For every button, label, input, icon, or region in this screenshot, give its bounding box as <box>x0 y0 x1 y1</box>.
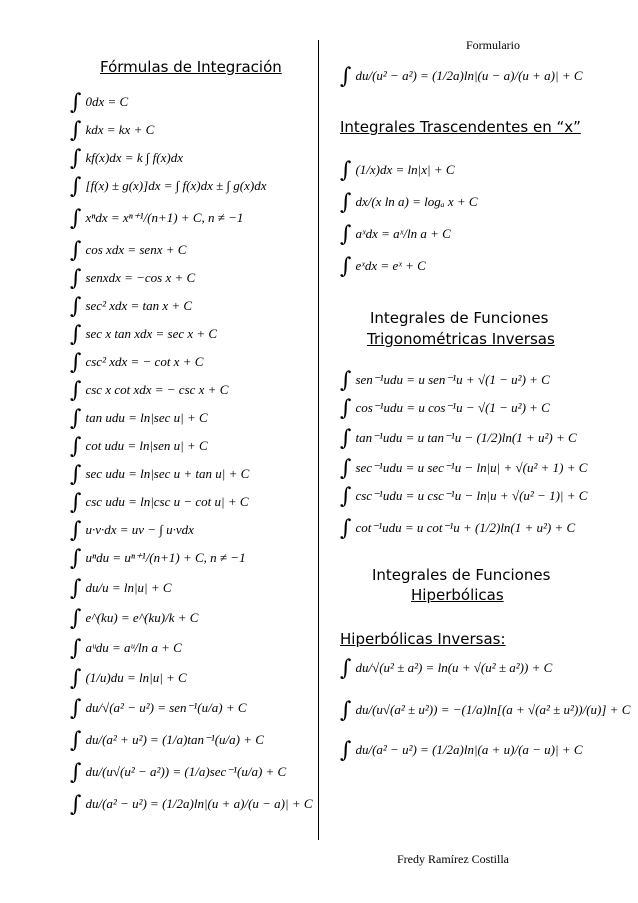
formula-8: ∫ sec² xdx = tan x + C <box>70 294 193 319</box>
formula-13: ∫ cot udu = ln|sen u| + C <box>70 434 208 459</box>
integral-sign: ∫ <box>70 146 82 171</box>
hyperbolic-formula-1: ∫ du/√(u² ± a²) = ln(u + √(u² ± a²)) + C <box>340 656 553 681</box>
integral-sign: ∫ <box>340 656 352 681</box>
transcendental-formulas <box>340 160 630 290</box>
integral-sign: ∫ <box>70 174 82 199</box>
integral-sign: ∫ <box>340 368 352 393</box>
integral-sign: ∫ <box>70 696 82 721</box>
formula-15: ∫ csc udu = ln|csc u − cot u| + C <box>70 490 249 515</box>
section-hyperbolic-title-2: Hiperbólicas <box>411 586 504 604</box>
inverse-trig-formula-5: ∫ csc⁻¹udu = u csc⁻¹u − ln|u + √(u² − 1)| + C <box>340 484 588 509</box>
integral-sign: ∫ <box>340 222 352 247</box>
integral-sign: ∫ <box>70 666 82 691</box>
hyperbolic-formulas <box>340 658 635 798</box>
formula-7: ∫ senxdx = −cos x + C <box>70 266 196 291</box>
integral-sign: ∫ <box>340 456 352 481</box>
integral-sign: ∫ <box>70 434 82 459</box>
formula-21: ∫ (1/u)du = ln|u| + C <box>70 666 187 691</box>
inverse-trig-formula-1: ∫ sen⁻¹udu = u sen⁻¹u + √(1 − u²) + C <box>340 368 550 393</box>
integral-sign: ∫ <box>340 426 352 451</box>
integral-sign: ∫ <box>70 206 82 231</box>
formula-14: ∫ sec udu = ln|sec u + tan u| + C <box>70 462 250 487</box>
transcendental-formula-3: ∫ aˣdx = aˣ/ln a + C <box>340 222 451 247</box>
formula-5: ∫ xⁿdx = xⁿ⁺¹/(n+1) + C, n ≠ −1 <box>70 206 244 231</box>
formula-12: ∫ tan udu = ln|sec u| + C <box>70 406 208 431</box>
inverse-trig-formula-2: ∫ cos⁻¹udu = u cos⁻¹u − √(1 − u²) + C <box>340 396 550 421</box>
hyperbolic-formula-2: ∫ du/(u√(a² ± u²)) = −(1/a)ln[(a + √(a² ± u²))/(u)] + C <box>340 698 631 723</box>
formula-6: ∫ cos xdx = senx + C <box>70 238 187 263</box>
integral-sign: ∫ <box>70 378 82 403</box>
formula-11: ∫ csc x cot xdx = − csc x + C <box>70 378 229 403</box>
author-credit: Fredy Ramírez Costilla <box>397 852 509 866</box>
integral-sign: ∫ <box>70 546 82 571</box>
transcendental-formula-1: ∫ (1/x)dx = ln|x| + C <box>340 158 455 183</box>
transcendental-formula-2: ∫ dx/(x ln a) = logₐ x + C <box>340 190 478 215</box>
document-label: Formulario <box>466 38 520 52</box>
formula-2: ∫ kdx = kx + C <box>70 118 155 143</box>
integral-sign: ∫ <box>70 792 82 817</box>
transcendental-formula-4: ∫ eˣdx = eˣ + C <box>340 254 426 279</box>
formula-19: ∫ e^(ku) = e^(ku)/k + C <box>70 606 199 631</box>
formula-25: ∫ du/(a² − u²) = (1/2a)ln|(u + a)/(u − a)| + C <box>70 792 313 817</box>
inverse-trig-formulas <box>340 370 635 540</box>
integral-sign: ∫ <box>70 266 82 291</box>
section-hyperbolic-title-1: Integrales de Funciones <box>372 566 551 584</box>
integral-sign: ∫ <box>340 484 352 509</box>
formula-4: ∫ [f(x) ± g(x)]dx = ∫ f(x)dx ± ∫ g(x)dx <box>70 174 267 199</box>
integral-sign: ∫ <box>340 396 352 421</box>
formula-20: ∫ aᵘdu = aᵘ/ln a + C <box>70 636 182 661</box>
section-inverse-trig-title-2: Trigonométricas Inversas <box>367 330 555 348</box>
integral-sign: ∫ <box>70 350 82 375</box>
formula-17: ∫ uⁿdu = uⁿ⁺¹/(n+1) + C, n ≠ −1 <box>70 546 246 571</box>
integral-sign: ∫ <box>70 118 82 143</box>
formula-10: ∫ csc² xdx = − cot x + C <box>70 350 204 375</box>
integral-sign: ∫ <box>340 64 352 89</box>
integral-sign: ∫ <box>340 698 352 723</box>
integral-sign: ∫ <box>70 294 82 319</box>
integral-sign: ∫ <box>340 158 352 183</box>
section-inverse-trig-title-1: Integrales de Funciones <box>370 309 549 327</box>
integral-sign: ∫ <box>340 190 352 215</box>
integral-sign: ∫ <box>70 760 82 785</box>
inverse-trig-formula-4: ∫ sec⁻¹udu = u sec⁻¹u − ln|u| + √(u² + 1) + C <box>340 456 588 481</box>
integral-sign: ∫ <box>340 516 352 541</box>
basic-formulas-list <box>70 92 315 832</box>
integral-sign: ∫ <box>340 738 352 763</box>
integral-sign: ∫ <box>70 728 82 753</box>
formula-3: ∫ kf(x)dx = k ∫ f(x)dx <box>70 146 183 171</box>
integral-sign: ∫ <box>70 490 82 515</box>
integral-sign: ∫ <box>70 90 82 115</box>
formula-16: ∫ u·v·dx = uv − ∫ u·vdx <box>70 518 194 543</box>
formula-22: ∫ du/√(a² − u²) = sen⁻¹(u/a) + C <box>70 696 247 721</box>
inverse-trig-formula-6: ∫ cot⁻¹udu = u cot⁻¹u + (1/2)ln(1 + u²) + C <box>340 516 576 541</box>
integral-sign: ∫ <box>70 238 82 263</box>
formula-24: ∫ du/(u√(u² − a²)) = (1/a)sec⁻¹(u/a) + C <box>70 760 287 785</box>
formula-23: ∫ du/(a² + u²) = (1/a)tan⁻¹(u/a) + C <box>70 728 264 753</box>
column-divider <box>318 40 319 840</box>
hyperbolic-formula-3: ∫ du/(a² − u²) = (1/2a)ln|(a + u)/(a − u)| + C <box>340 738 583 763</box>
integral-sign: ∫ <box>70 462 82 487</box>
integral-sign: ∫ <box>70 576 82 601</box>
integral-sign: ∫ <box>70 606 82 631</box>
formula-1: ∫ 0dx = C <box>70 90 129 115</box>
integral-sign: ∫ <box>70 322 82 347</box>
formula-9: ∫ sec x tan xdx = sec x + C <box>70 322 218 347</box>
integral-sign: ∫ <box>70 518 82 543</box>
inverse-trig-formula-3: ∫ tan⁻¹udu = u tan⁻¹u − (1/2)ln(1 + u²) + C <box>340 426 577 451</box>
formula-18: ∫ du/u = ln|u| + C <box>70 576 172 601</box>
hyperbolic-inverse-subtitle: Hiperbólicas Inversas: <box>340 630 506 648</box>
integral-sign: ∫ <box>70 406 82 431</box>
integral-sign: ∫ <box>70 636 82 661</box>
top-right-formula: ∫ du/(u² − a²) = (1/2a)ln|(u − a)/(u + a)| + C <box>340 64 583 89</box>
section-transcendental-title: Integrales Trascendentes en “x” <box>340 118 581 136</box>
left-title: Fórmulas de Integración <box>100 58 282 76</box>
integral-sign: ∫ <box>340 254 352 279</box>
